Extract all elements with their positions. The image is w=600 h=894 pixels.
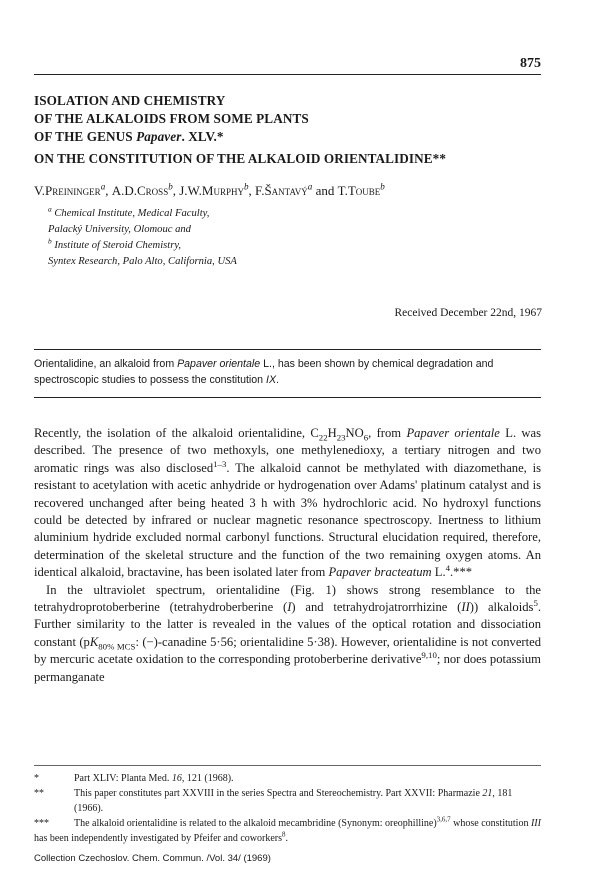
footnote-3 — [34, 816, 541, 846]
p2-roman-1: I — [287, 600, 292, 615]
author-1: V.Preininger — [34, 183, 101, 198]
footnote-rule — [34, 765, 541, 766]
footnote-2 — [34, 786, 541, 816]
abstract — [34, 356, 541, 388]
abstract-top-rule — [34, 349, 541, 350]
author-5: T.Toube — [337, 183, 381, 198]
p2-text-2: ) and tetrahydrojatrorrhizine ( — [291, 600, 462, 615]
p2-k-sub: 80% MCS — [98, 641, 136, 652]
header-rule — [34, 74, 541, 75]
footnotes — [34, 771, 541, 846]
abstract-author: L. — [263, 358, 272, 370]
author-5-sup: b — [380, 181, 385, 192]
affiliation-a — [48, 206, 209, 238]
p1-ref-2: 4 — [445, 563, 451, 574]
title-line-2: OF THE ALKALOIDS FROM SOME PLANTS — [34, 111, 309, 126]
title-genus: Papaver — [136, 129, 182, 144]
p2-ref-2: 9,10 — [421, 650, 437, 661]
affiliation-a-mark: a — [48, 204, 52, 214]
p2-roman-2: II — [461, 600, 470, 615]
p1-sub-3: 6 — [363, 432, 369, 443]
abstract-species: Papaver orientale — [177, 358, 261, 370]
footnote-1-text: Part XLIV: Planta Med. — [74, 773, 172, 784]
footnote-2-text: This paper constitutes part XXVIII in the series Spectra and Stereochemistry. Part XXVII: Pharmazie — [74, 788, 483, 799]
p2-ref-1: 5 — [533, 597, 538, 608]
p1-text-1b: H — [327, 426, 337, 440]
footnote-1-mark: * — [34, 773, 39, 784]
p1-species-2: Papaver bracteatum — [328, 565, 432, 580]
p1-text-1d: , from — [368, 426, 407, 440]
p1-sub-2: 23 — [336, 432, 346, 443]
abstract-text-1: Orientalidine, an alkaloid from — [34, 358, 178, 370]
p1-sub-1: 22 — [318, 432, 328, 443]
footnote-2-rest: , 181 (1966). — [74, 788, 513, 814]
p1-author-1: L. — [505, 426, 517, 440]
p1-text-4: .*** — [450, 565, 473, 580]
p2-text-4: . Further similarity to the latter is revealed in the values of the optical rotation and dissociation constant (p — [34, 600, 541, 649]
body-text — [34, 425, 541, 686]
p2-text-3: )) alkaloids — [469, 600, 534, 615]
author-1-sup: a — [100, 181, 106, 192]
footnote-3-text-3: has been independently investigated by Pfeifer and coworkers — [34, 833, 282, 844]
footnote-2-volume: 21 — [482, 788, 493, 799]
affiliation-b-line-2: Syntex Research, Palo Alto, California, USA — [48, 256, 237, 267]
footnote-1-volume: 16 — [171, 773, 182, 784]
footnote-1 — [34, 771, 541, 786]
footnote-3-ref-2: 8 — [281, 830, 286, 839]
author-2: A.D.Cross — [111, 183, 169, 198]
journal-footer: Collection Czechoslov. Chem. Commun. /Vol. 34/ (1969) — [34, 853, 271, 864]
abstract-text-2: , has been shown by chemical degradation and spectroscopic studies to possess the constitution — [34, 358, 494, 386]
title-line-3-prefix: OF THE GENUS — [34, 129, 137, 144]
paragraph-2 — [34, 582, 541, 686]
p1-text-1c: NO — [345, 426, 364, 440]
author-2-sup: b — [168, 181, 173, 192]
p2-k: K — [89, 634, 99, 649]
p2-text-5: : (−)-canadine 5·56; orientalidine 5·38). However, orientalidine is not converted by mercuric acetate oxidation to the corresponding protoberberine derivative — [34, 634, 541, 667]
footnote-3-text-1: The alkaloid orientalidine is related to the alkaloid mecambridine (Synonym: oreophilline) — [74, 818, 437, 829]
abstract-bottom-rule — [34, 397, 541, 398]
affiliation-b-mark: b — [48, 236, 52, 246]
p2-text-6: ; nor does potassium permanganate — [34, 652, 541, 684]
title-line-4: ON THE CONSTITUTION OF THE ALKALOID ORIENTALIDINE** — [34, 151, 447, 166]
authors: V.Preininger$^a$, A.D.Cross$^b$, J.W.Murphy$^b$, F.Šantavý$^a$ and T.Toube$^b$ — [34, 181, 385, 198]
footnote-3-text-2: whose constitution — [450, 818, 531, 829]
p1-text-1: Recently, the isolation of the alkaloid orientalidine, C — [34, 426, 319, 440]
author-4-sup: a — [307, 181, 313, 192]
affiliation-b-line-1: Institute of Steroid Chemistry, — [54, 240, 182, 251]
p1-species-1: Papaver orientale — [406, 426, 500, 440]
author-3-sup: b — [243, 181, 249, 192]
footnote-3-number: III — [530, 818, 541, 829]
abstract-constitution: IX — [266, 374, 277, 386]
received-date: Received December 22nd, 1967 — [394, 307, 542, 319]
p2-text-1: In the ultraviolet spectrum, orientalidine (Fig. 1) shows strong resemblance to the tetrahydroprotoberberine (tetrahydroberberine ( — [34, 582, 541, 615]
abstract-text-3: . — [276, 374, 279, 386]
paragraph-1 — [34, 425, 541, 582]
author-3: J.W.Murphy — [179, 183, 244, 198]
affiliation-a-line-1: Chemical Institute, Medical Faculty, — [54, 208, 210, 219]
footnote-3-mark: *** — [34, 818, 49, 829]
p1-text-3: . The alkaloid cannot be methylated with diazomethane, is resistant to acetylation with acetic anhydride or hydrogenation over Adams' platinum catalyst and is recovered unchanged after being heated 3 h with 3% hydrochloric acid. No hydroxyl functions could be detected by infrared or nuclear magnetic resonance spectroscopy. Inertness to lithium aluminium hydride excluded normal carbonyl functions. Structural elucidation required, therefore, determination of the skeletal structure and the function of the two remaining oxygen atoms. An identical alkaloid, bractavine, has been isolated later from — [34, 460, 542, 580]
footnote-3-text-4: . — [285, 833, 288, 844]
title-line-3-suffix: . XLV.* — [181, 129, 224, 144]
footnote-3-ref-1: 3,6,7 — [436, 815, 451, 824]
affiliation-a-line-2: Palacký University, Olomouc and — [48, 224, 191, 235]
affiliation-b — [48, 238, 237, 270]
p1-ref-1: 1–3 — [213, 458, 227, 469]
page-number: 875 — [520, 56, 541, 71]
p1-author-2: L. — [434, 565, 446, 580]
p1-text-2: was described. The presence of two methoxyls, one methylenedioxy, a tertiary nitrogen and two aromatic rings was also disclosed — [34, 426, 542, 475]
title-line-3 — [34, 128, 224, 146]
footnote-1-rest: , 121 (1968). — [181, 773, 234, 784]
footnote-2-mark: ** — [34, 788, 44, 799]
author-4: F.Šantavý — [255, 183, 308, 198]
authors-and: and — [315, 183, 335, 198]
title-line-1: ISOLATION AND CHEMISTRY — [34, 93, 226, 108]
